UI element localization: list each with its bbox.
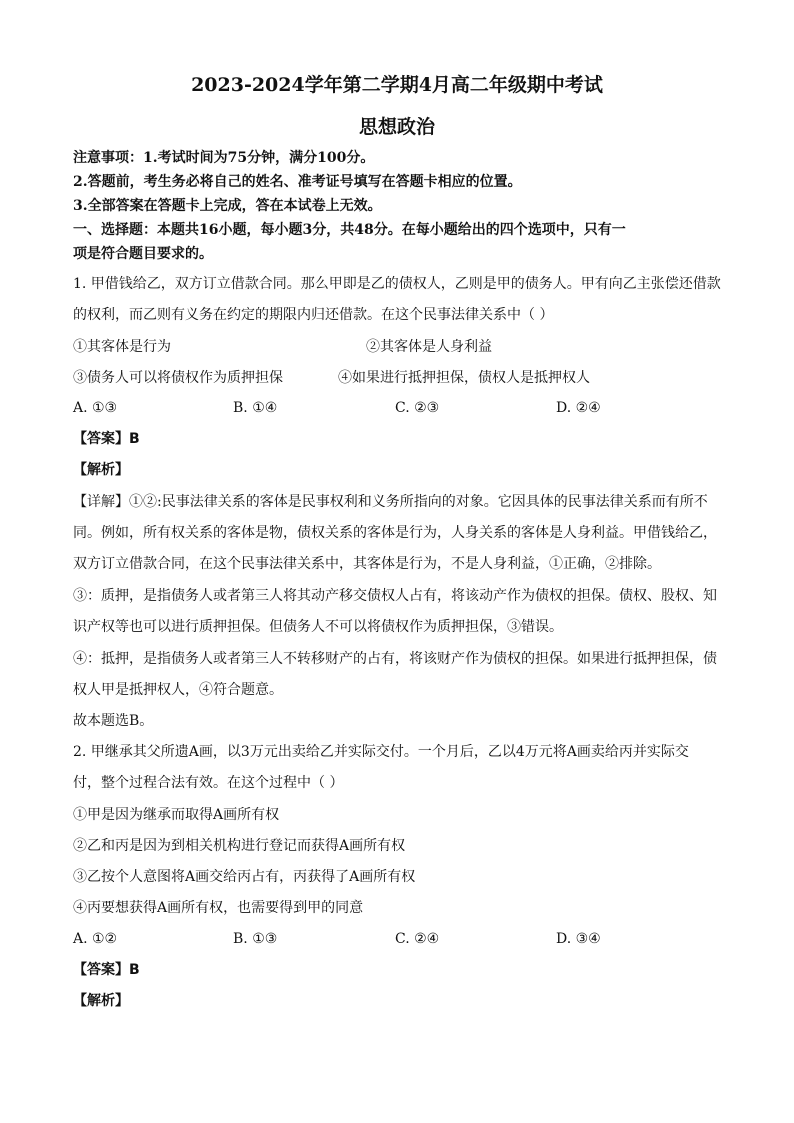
- q2-stem-line-2: 付，整个过程合法有效。在这个过程中（ ）: [73, 775, 344, 791]
- q1-detail-line-5: 识产权等也可以进行质押担保。但债务人不可以将债权作为质押担保，③错误。: [73, 619, 563, 635]
- q2-statement-3: ③乙按个人意图将A画交给丙占有，丙获得了A画所有权: [73, 869, 416, 885]
- q1-option-b: B. ①④: [233, 400, 278, 416]
- q1-statement-3: ③债务人可以将债权作为质押担保: [73, 370, 283, 386]
- q1-detail-line-4: ③：质押，是指债务人或者第三人将其动产移交债权人占有，将该动产作为债权的担保。债权、股权、知: [73, 588, 717, 604]
- q1-detail-line-2: 同。例如，所有权关系的客体是物，债权关系的客体是行为，人身关系的客体是人身利益。甲借钱给乙，: [73, 525, 717, 541]
- note-line-3: 3.全部答案在答题卡上完成，答在本试卷上无效。: [73, 198, 382, 214]
- q2-answer: 【答案】B: [73, 962, 140, 978]
- note-line-2: 2.答题前，考生务必将自己的姓名、准考证号填写在答题卡相应的位置。: [73, 174, 522, 190]
- q2-statement-2: ②乙和丙是因为到相关机构进行登记而获得A画所有权: [73, 838, 406, 854]
- q2-statement-1: ①甲是因为继承而取得A画所有权: [73, 807, 280, 823]
- section-heading-line-2: 项是符合题目要求的。: [73, 246, 213, 262]
- note-line-1: 注意事项：1.考试时间为75分钟，满分100分。: [73, 150, 375, 166]
- q1-detail-line-6: ④：抵押，是指债务人或者第三人不转移财产的占有，将该财产作为债权的担保。如果进行抵押担保，债: [73, 651, 717, 667]
- q2-statement-4: ④丙要想获得A画所有权，也需要得到甲的同意: [73, 900, 364, 916]
- q1-detail-line-3: 双方订立借款合同，在这个民事法律关系中，其客体是行为，不是人身利益，①正确，②排除。: [73, 556, 661, 572]
- section-heading-line-1: 一、选择题：本题共16小题，每小题3分，共48分。在每小题给出的四个选项中，只有一: [73, 222, 626, 238]
- q1-statement-2: ②其客体是人身利益: [366, 339, 492, 355]
- q2-option-b: B. ①③: [233, 931, 278, 947]
- q1-statement-4: ④如果进行抵押担保，债权人是抵押权人: [338, 370, 590, 386]
- q2-analysis-label: 【解析】: [73, 993, 129, 1009]
- q1-option-c: C. ②③: [395, 400, 440, 416]
- q1-option-d: D. ②④: [556, 400, 601, 416]
- q2-option-a: A. ①②: [73, 931, 118, 947]
- q1-answer: 【答案】B: [73, 431, 140, 447]
- q1-analysis-label: 【解析】: [73, 462, 129, 478]
- q2-option-c: C. ②④: [395, 931, 440, 947]
- q1-detail-line-7: 权人甲是抵押权人，④符合题意。: [73, 682, 283, 698]
- q1-statement-1: ①其客体是行为: [73, 339, 171, 355]
- q1-stem-line-2: 的权利，而乙则有义务在约定的期限内归还借款。在这个民事法律关系中（ ）: [73, 307, 554, 323]
- exam-title: 2023-2024学年第二学期4月高二年级期中考试: [191, 74, 603, 96]
- q1-detail-line-8: 故本题选B。: [73, 713, 154, 729]
- q1-option-a: A. ①③: [73, 400, 118, 416]
- exam-subject: 思想政治: [358, 116, 435, 138]
- q2-stem-line-1: 2. 甲继承其父所遗A画，以3万元出卖给乙并实际交付。一个月后，乙以4万元将A画卖给丙并实际交: [73, 744, 689, 760]
- q2-option-d: D. ③④: [556, 931, 601, 947]
- q1-stem-line-1: 1. 甲借钱给乙，双方订立借款合同。那么甲即是乙的债权人，乙则是甲的债务人。甲有向乙主张偿还借款: [73, 276, 721, 292]
- q1-detail-line-1: 【详解】①②:民事法律关系的客体是民事权利和义务所指向的对象。它因具体的民事法律关系而有所不: [73, 494, 708, 510]
